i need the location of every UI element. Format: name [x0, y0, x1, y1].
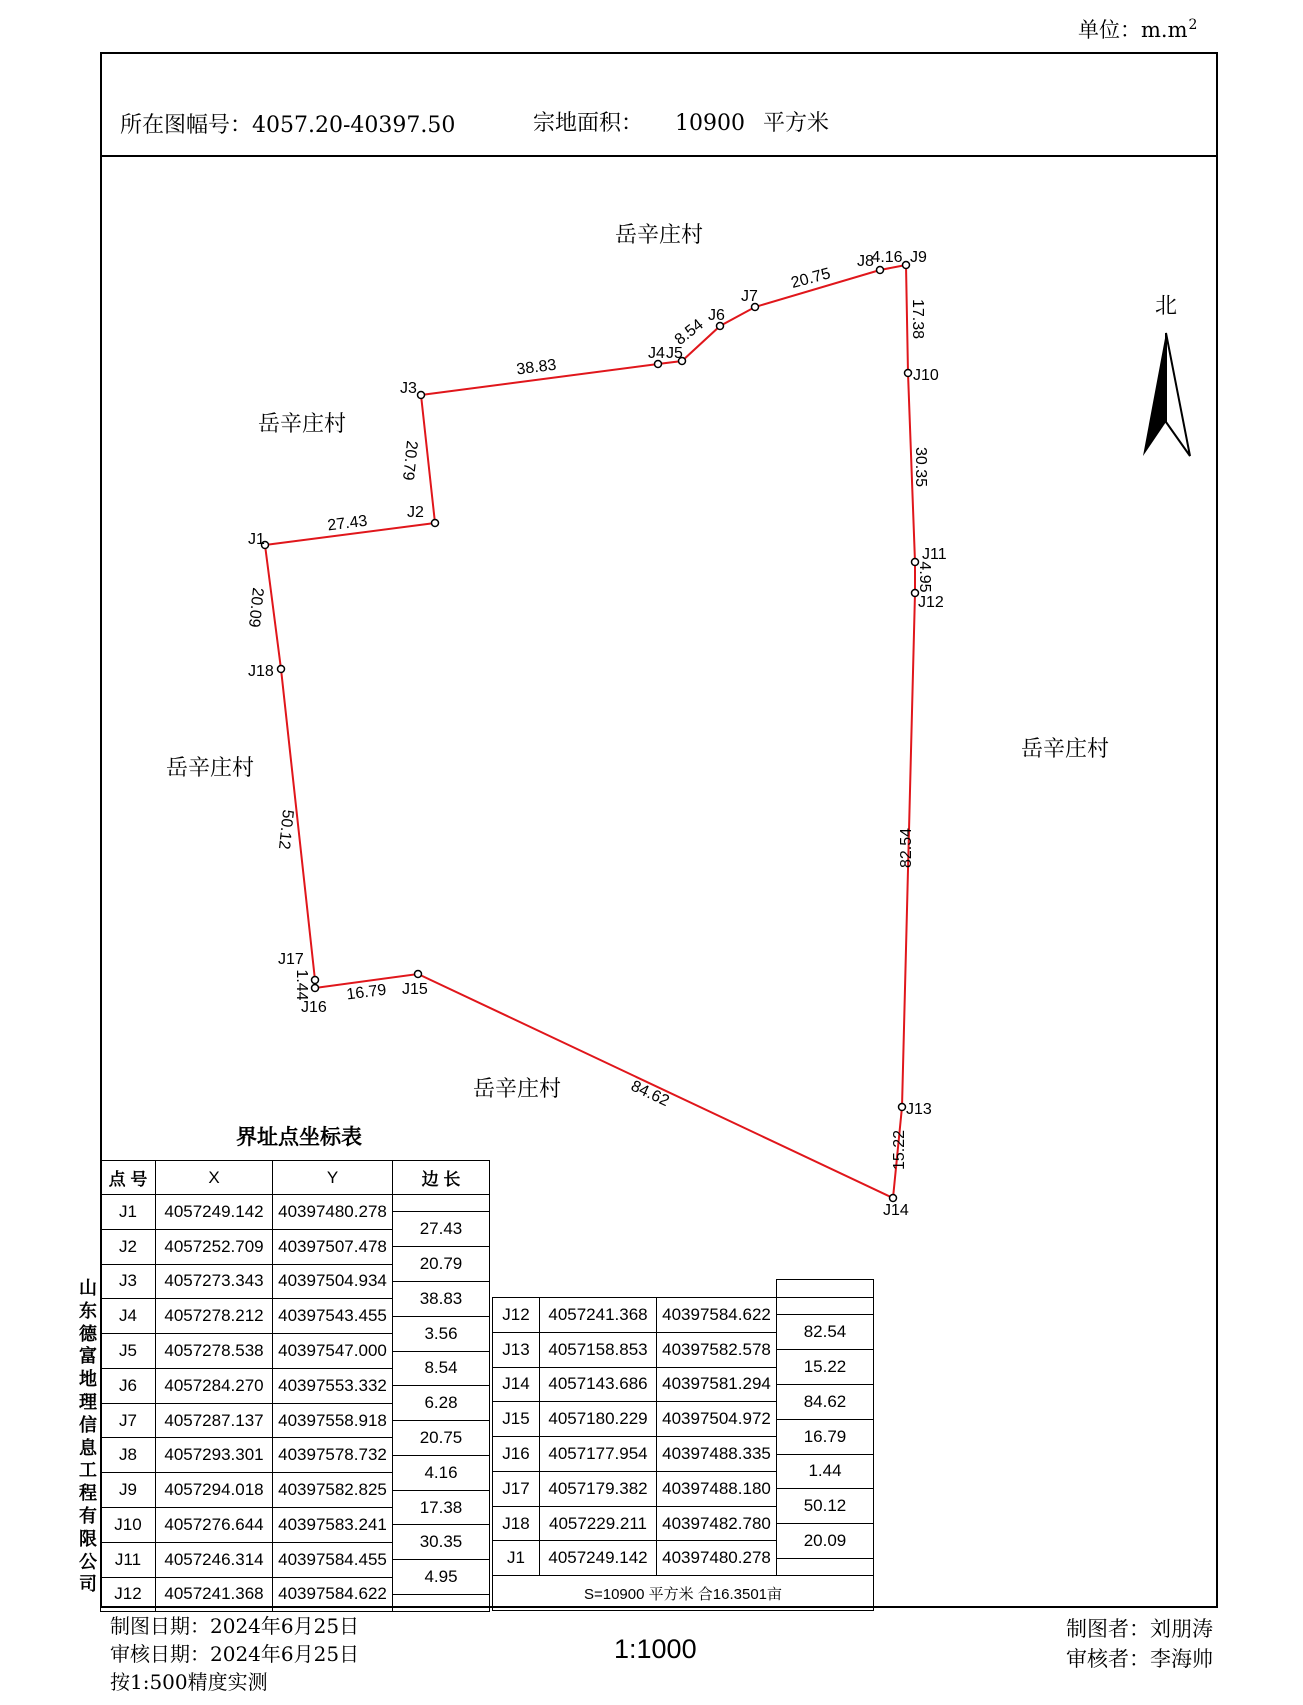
- point-cell: J10: [101, 1508, 156, 1543]
- village-label-east: 岳辛庄村: [1021, 737, 1110, 762]
- length-spacer-cell: [777, 1558, 874, 1575]
- point-cell: J4: [101, 1299, 156, 1334]
- coordinate-table-left: [100, 1160, 490, 1612]
- x-cell: 4057177.954: [540, 1437, 657, 1472]
- vertex-j17: [312, 977, 319, 984]
- point-labels: [248, 249, 947, 1219]
- length-cell: 4.16: [393, 1455, 490, 1490]
- header-point: 点 号: [101, 1161, 156, 1195]
- table-spacer-row: [493, 1280, 874, 1298]
- y-cell: 40397558.918: [273, 1403, 393, 1438]
- y-cell: 40397583.241: [273, 1508, 393, 1543]
- x-cell: 4057293.301: [156, 1438, 273, 1473]
- y-cell: 40397482.780: [657, 1506, 777, 1541]
- edge-label-j8-j9: 4.16: [871, 249, 903, 266]
- x-cell: 4057180.229: [540, 1402, 657, 1437]
- y-cell: 40397488.180: [657, 1471, 777, 1506]
- length-spacer-cell: [777, 1280, 874, 1298]
- point-cell: J8: [101, 1438, 156, 1473]
- length-cell: 16.79: [777, 1419, 874, 1454]
- vertex-j15: [415, 971, 422, 978]
- edge-label-j9-j10: 17.38: [909, 298, 926, 340]
- y-cell: 40397480.278: [657, 1541, 777, 1576]
- point-cell: J9: [101, 1473, 156, 1508]
- point-label-j17: J17: [278, 951, 304, 968]
- length-cell: 20.75: [393, 1421, 490, 1456]
- x-cell: 4057241.368: [156, 1577, 273, 1612]
- point-cell: J17: [493, 1471, 540, 1506]
- point-label-j14: J14: [883, 1202, 909, 1219]
- coordinate-table-right: [492, 1279, 874, 1611]
- edge-label-j1-j2: 27.43: [326, 512, 369, 535]
- point-cell: J12: [101, 1577, 156, 1612]
- point-label-j8: J8: [857, 253, 874, 270]
- edge-label-j2-j3: 20.79: [398, 439, 421, 482]
- length-cell: 1.44: [777, 1454, 874, 1489]
- sheet-value: 4057.20-40397.50: [252, 113, 456, 138]
- point-label-j3: J3: [400, 380, 417, 397]
- point-label-j5: J5: [666, 345, 683, 362]
- y-cell: 40397504.972: [657, 1402, 777, 1437]
- header-x: X: [156, 1161, 273, 1195]
- x-cell: 4057249.142: [156, 1195, 273, 1230]
- village-label-northwest: 岳辛庄村: [258, 412, 347, 437]
- length-spacer-cell: [393, 1195, 490, 1212]
- length-cell: 30.35: [393, 1525, 490, 1560]
- summary-row: [493, 1576, 874, 1611]
- y-cell: 40397507.478: [273, 1229, 393, 1264]
- point-label-j4: J4: [648, 345, 665, 362]
- point-label-j12: J12: [918, 594, 944, 611]
- spacer-cell: [493, 1280, 777, 1298]
- length-cell: 50.12: [777, 1489, 874, 1524]
- edge-length-labels: [245, 249, 933, 1170]
- length-cell: 20.79: [393, 1247, 490, 1282]
- y-cell: 40397488.335: [657, 1437, 777, 1472]
- length-cell: 20.09: [777, 1524, 874, 1559]
- edge-label-j5-j6: 8.54: [671, 316, 707, 349]
- edge-label-j18-j1: 20.09: [244, 586, 267, 629]
- edge-label-j12-j13: 82.54: [898, 827, 915, 869]
- point-label-j2: J2: [407, 504, 424, 521]
- sheet-label: 所在图幅号：: [120, 113, 253, 138]
- length-cell: 8.54: [393, 1351, 490, 1386]
- y-cell: 40397584.622: [273, 1577, 393, 1612]
- length-cell: 3.56: [393, 1316, 490, 1351]
- x-cell: 4057273.343: [156, 1264, 273, 1299]
- table-header-row: [101, 1161, 490, 1195]
- x-cell: 4057229.211: [540, 1506, 657, 1541]
- y-cell: 40397553.332: [273, 1368, 393, 1403]
- point-label-j13: J13: [906, 1101, 932, 1118]
- point-cell: J16: [493, 1437, 540, 1472]
- vertex-j9: [903, 262, 910, 269]
- edge-label-j13-j14: 15.22: [891, 1129, 908, 1171]
- point-cell: J1: [493, 1541, 540, 1576]
- checker-name: 审核者：李海帅: [1066, 1647, 1213, 1671]
- table-title: 界址点坐标表: [236, 1124, 362, 1149]
- x-cell: 4057294.018: [156, 1473, 273, 1508]
- point-cell: J11: [101, 1542, 156, 1577]
- y-cell: 40397582.825: [273, 1473, 393, 1508]
- point-cell: J6: [101, 1368, 156, 1403]
- precision-note: 按1:500精度实测: [110, 1670, 268, 1694]
- north-arrow: [1143, 294, 1190, 456]
- y-cell: 40397543.455: [273, 1299, 393, 1334]
- village-label-north: 岳辛庄村: [615, 223, 704, 248]
- unit-superscript: 2: [1188, 17, 1198, 33]
- point-cell: J5: [101, 1334, 156, 1369]
- area-value: 10900: [675, 111, 746, 136]
- length-cell: 15.22: [777, 1350, 874, 1385]
- map-scale: 1:1000: [614, 1634, 697, 1664]
- header-length: 边 长: [393, 1161, 490, 1195]
- point-label-j15: J15: [402, 981, 428, 998]
- area-summary: S=10900 平方米 合16.3501亩: [493, 1576, 874, 1611]
- company-name: 山东德富地理信息工程有限公司: [79, 1278, 97, 1596]
- edge-label-j15-j16: 16.79: [345, 981, 388, 1004]
- vertex-j8: [877, 267, 884, 274]
- unit-text: 单位：m.m: [1078, 18, 1188, 42]
- point-label-j11: J11: [922, 546, 947, 563]
- length-cell: 84.62: [777, 1384, 874, 1419]
- vertex-j16: [312, 985, 319, 992]
- length-cell: 38.83: [393, 1281, 490, 1316]
- point-cell: J1: [101, 1195, 156, 1230]
- length-cell: 17.38: [393, 1490, 490, 1525]
- edge-label-j3-j4: 38.83: [515, 356, 558, 379]
- point-cell: J12: [493, 1298, 540, 1333]
- x-cell: 4057278.538: [156, 1334, 273, 1369]
- area-label: 宗地面积：: [533, 111, 644, 136]
- vertex-j14: [890, 1195, 897, 1202]
- x-cell: 4057158.853: [540, 1332, 657, 1367]
- length-cell: 82.54: [777, 1315, 874, 1350]
- vertex-j3: [418, 392, 425, 399]
- table-row: [493, 1298, 874, 1315]
- edge-label-j11-j12: 4.95: [916, 561, 933, 593]
- x-cell: 4057249.142: [540, 1541, 657, 1576]
- x-cell: 4057287.137: [156, 1403, 273, 1438]
- north-label: 北: [1154, 294, 1178, 319]
- header-y: Y: [273, 1161, 393, 1195]
- point-cell: J2: [101, 1229, 156, 1264]
- edge-label-j10-j11: 30.35: [912, 446, 929, 488]
- length-cell: 4.95: [393, 1560, 490, 1595]
- y-cell: 40397582.578: [657, 1332, 777, 1367]
- vertex-j13: [899, 1104, 906, 1111]
- x-cell: 4057284.270: [156, 1368, 273, 1403]
- x-cell: 4057179.382: [540, 1471, 657, 1506]
- vertex-j18: [278, 666, 285, 673]
- point-label-j1: J1: [248, 531, 265, 548]
- parcel-boundary: [265, 265, 915, 1198]
- y-cell: 40397581.294: [657, 1367, 777, 1402]
- point-label-j16: J16: [301, 999, 327, 1016]
- y-cell: 40397547.000: [273, 1334, 393, 1369]
- point-cell: J3: [101, 1264, 156, 1299]
- x-cell: 4057252.709: [156, 1229, 273, 1264]
- length-cell: 6.28: [393, 1386, 490, 1421]
- point-cell: J15: [493, 1402, 540, 1437]
- check-date: 审核日期：2024年6月25日: [110, 1642, 360, 1666]
- vertex-j10: [905, 370, 912, 377]
- x-cell: 4057246.314: [156, 1542, 273, 1577]
- x-cell: 4057278.212: [156, 1299, 273, 1334]
- point-label-j7: J7: [741, 288, 758, 305]
- village-label-south: 岳辛庄村: [473, 1077, 562, 1102]
- y-cell: 40397480.278: [273, 1195, 393, 1230]
- x-cell: 4057241.368: [540, 1298, 657, 1333]
- edge-label-j17-j18: 50.12: [274, 808, 297, 851]
- point-cell: J13: [493, 1332, 540, 1367]
- point-label-j9: J9: [910, 249, 927, 266]
- edge-label-j7-j8: 20.75: [789, 265, 833, 293]
- x-cell: 4057143.686: [540, 1367, 657, 1402]
- point-label-j10: J10: [913, 367, 939, 384]
- point-cell: J14: [493, 1367, 540, 1402]
- x-cell: 4057276.644: [156, 1508, 273, 1543]
- y-cell: 40397504.934: [273, 1264, 393, 1299]
- length-spacer-cell: [393, 1594, 490, 1611]
- y-cell: 40397584.455: [273, 1542, 393, 1577]
- y-cell: 40397578.732: [273, 1438, 393, 1473]
- vertex-markers: [262, 262, 919, 1202]
- length-cell: 27.43: [393, 1212, 490, 1247]
- drawing-date: 制图日期：2024年6月25日: [110, 1614, 360, 1638]
- drawer-name: 制图者：刘朋涛: [1066, 1617, 1213, 1641]
- area-unit: 平方米: [763, 111, 830, 136]
- point-cell: J18: [493, 1506, 540, 1541]
- village-label-west: 岳辛庄村: [166, 756, 255, 781]
- y-cell: 40397584.622: [657, 1298, 777, 1333]
- point-cell: J7: [101, 1403, 156, 1438]
- point-label-j18: J18: [248, 663, 274, 680]
- table-row: [101, 1195, 490, 1212]
- edge-label-j14-j15: 84.62: [628, 1077, 672, 1111]
- length-spacer-cell: [777, 1298, 874, 1315]
- north-arrow-icon: [1143, 333, 1166, 456]
- point-label-j6: J6: [708, 307, 725, 324]
- edge-label-j16-j17: 1.44: [293, 969, 310, 1001]
- vertex-j2: [432, 520, 439, 527]
